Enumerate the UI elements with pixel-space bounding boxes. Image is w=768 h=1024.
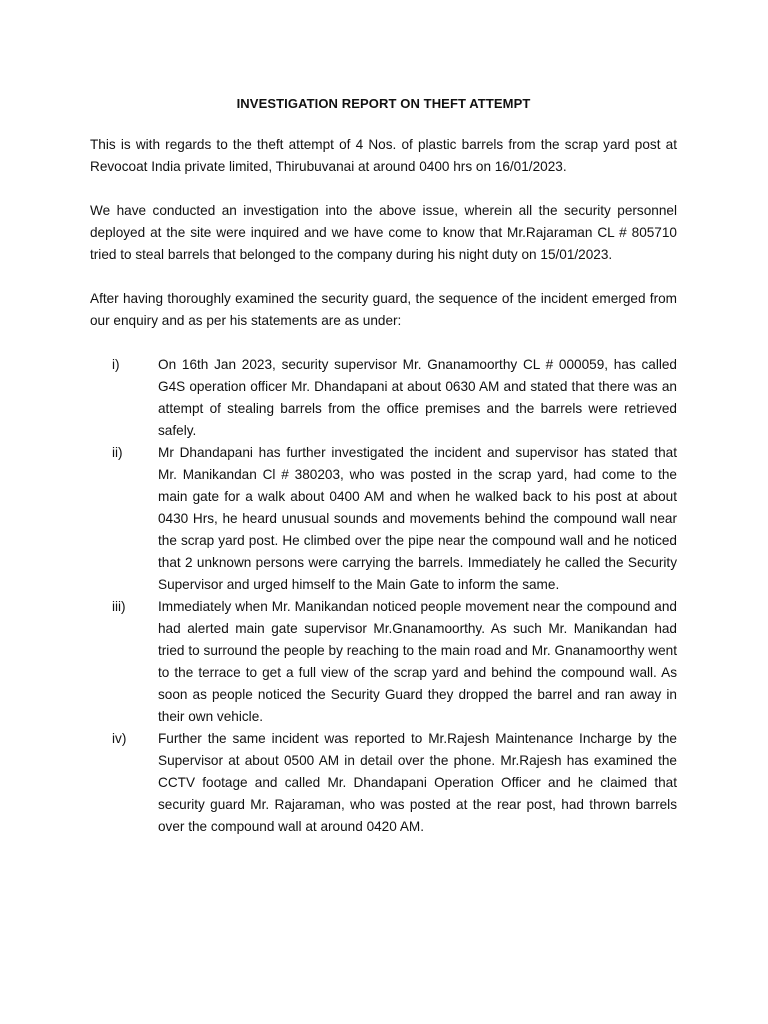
paragraph-investigation: We have conducted an investigation into the above issue, wherein all the security personnel deployed at the site were inquired and we have come to know that Mr.Rajaraman CL # 805710 tried to steal barrels that belonged to the company during his night duty on 15/01/2023.: [90, 203, 677, 262]
list-item-text: Mr Dhandapani has further investigated the incident and supervisor has stated that Mr. Manikandan Cl # 380203, who was posted in the scrap yard, had come to the main gate for a walk about 0400 AM and when he walked back to his post at about 0430 Hrs, he heard unusual sounds and movements behind the compound wall near the scrap yard post. He climbed over the pipe near the compound wall and he noticed that 2 unknown persons were carrying the barrels. Immediately he called the Security Supervisor and urged himself to the Main Gate to inform the same.: [158, 445, 677, 592]
list-marker: iii): [112, 599, 126, 614]
list-item-text: Immediately when Mr. Manikandan noticed people movement near the compound and had alerted main gate supervisor Mr.Gnanamoorthy. As such Mr. Manikandan had tried to surround the people by reaching to the main road and Mr. Gnanamoorthy went to the terrace to get a full view of the scrap yard and behind the compound wall. As soon as people noticed the Security Guard they dropped the barrel and ran away in their own vehicle.: [158, 599, 677, 724]
document-body: [90, 93, 677, 838]
list-item: [90, 442, 677, 596]
list-marker: i): [112, 357, 120, 372]
incident-list: [90, 354, 677, 838]
paragraph-theft-attempt: This is with regards to the theft attempt of 4 Nos. of plastic barrels from the scrap yard post at Revocoat India private limited, Thirubuvanai at around 0400 hrs on 16/01/2023.: [90, 137, 677, 174]
report-title: INVESTIGATION REPORT ON THEFT ATTEMPT: [236, 96, 531, 111]
list-item: [90, 728, 677, 838]
list-item: [90, 354, 677, 442]
list-item-text: Further the same incident was reported to Mr.Rajesh Maintenance Incharge by the Supervisor at about 0500 AM in detail over the phone. Mr.Rajesh has examined the CCTV footage and called Mr. Dhandapani Operation Officer and he claimed that security guard Mr. Rajaraman, who was posted at the rear post, had thrown barrels over the compound wall at around 0420 AM.: [158, 731, 677, 834]
list-marker: iv): [112, 731, 127, 746]
paragraph-sequence-intro: After having thoroughly examined the security guard, the sequence of the incident emerged from our enquiry and as per his statements are as under:: [90, 291, 677, 328]
list-item-text: On 16th Jan 2023, security supervisor Mr. Gnanamoorthy CL # 000059, has called G4S operation officer Mr. Dhandapani at about 0630 AM and stated that there was an attempt of stealing barrels from the office premises and the barrels were retrieved safely.: [158, 357, 677, 438]
list-item: [90, 596, 677, 728]
list-marker: ii): [112, 445, 123, 460]
